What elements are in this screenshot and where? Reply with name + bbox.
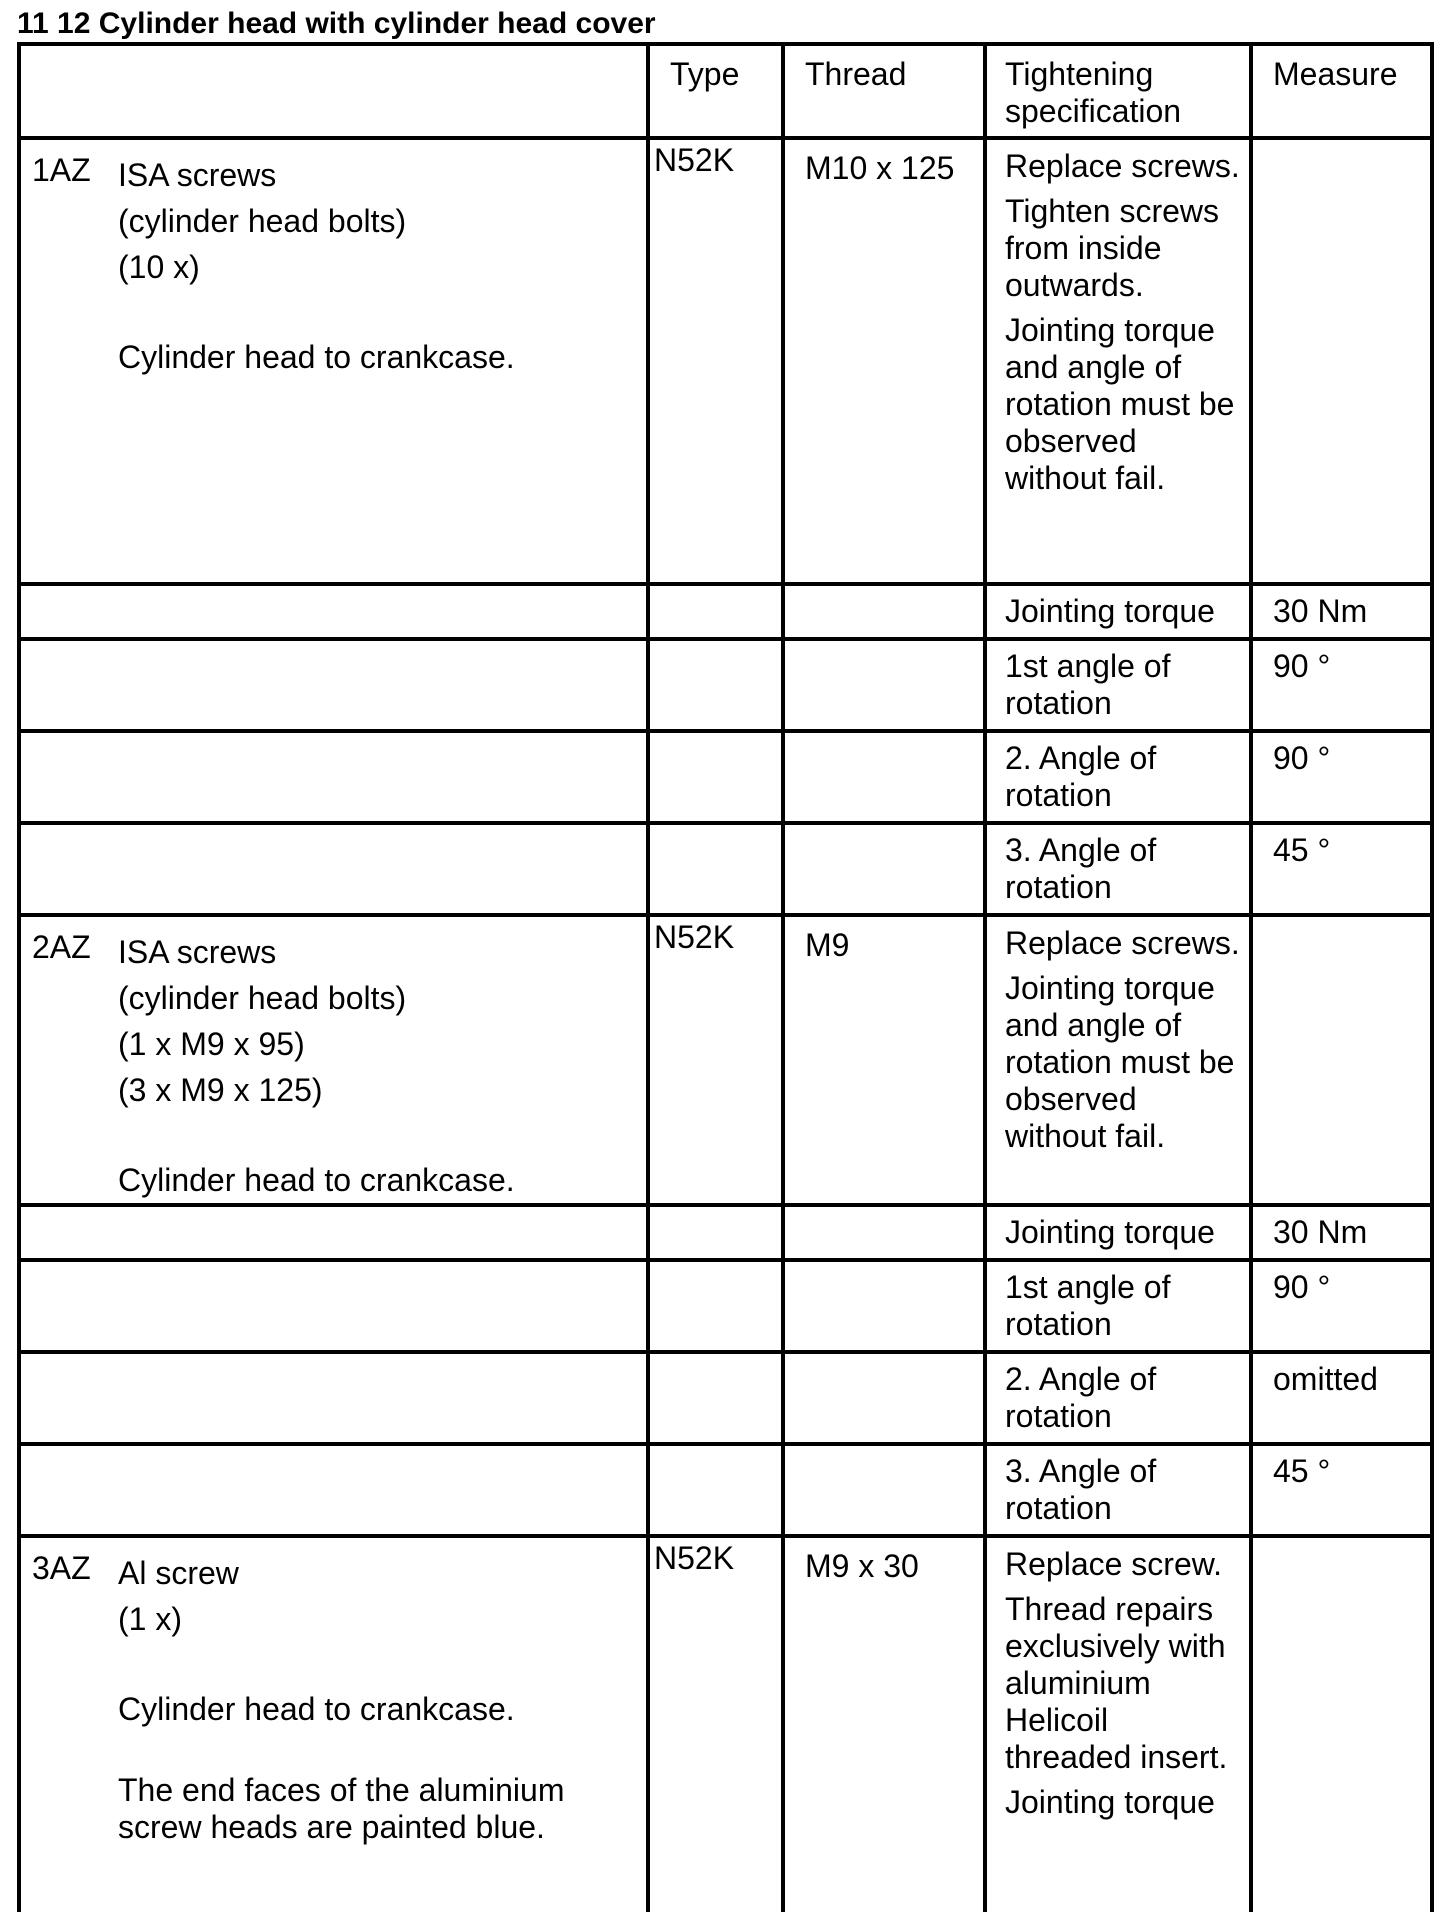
description-cell (19, 915, 648, 1205)
description-line: ISA screws (118, 157, 277, 193)
description-line: (1 x) (118, 1601, 182, 1637)
table-row (19, 731, 1432, 823)
table-row (19, 915, 1432, 1205)
table-row (19, 1536, 1432, 1912)
position-code: 2AZ (32, 929, 91, 965)
description-line: ISA screws (118, 934, 277, 970)
step-label: 1st angle of rotation (985, 1260, 1251, 1352)
step-label: 2. Angle of rotation (985, 731, 1251, 823)
description-line: (3 x M9 x 125) (118, 1072, 323, 1108)
step-value: omitted (1251, 1352, 1432, 1444)
type-cell: N52K (648, 915, 783, 1205)
spec-paragraph: Replace screws. (1005, 148, 1240, 184)
description-line: (cylinder head bolts) (118, 203, 407, 239)
table-row (19, 823, 1432, 915)
table-header-row (19, 44, 1432, 138)
spec-paragraph: Jointing torque and angle of rotation must be observed without fail. (1005, 970, 1235, 1154)
spec-paragraph: Tighten screws from inside outwards. (1005, 193, 1219, 303)
step-label: 1st angle of rotation (985, 639, 1251, 731)
description-line: (10 x) (118, 249, 200, 285)
spec-paragraph: Replace screws. (1005, 925, 1240, 961)
spec-cell (985, 138, 1251, 584)
step-value: 90 ° (1251, 639, 1432, 731)
spec-paragraph: Jointing torque (1005, 1784, 1215, 1820)
table-row (19, 1205, 1432, 1260)
type-cell: N52K (648, 138, 783, 584)
description-note: The end faces of the aluminium screw heads are painted blue. (118, 1772, 565, 1845)
step-label: 3. Angle of rotation (985, 823, 1251, 915)
step-label: Jointing torque (985, 584, 1251, 639)
measure-cell (1251, 915, 1432, 1205)
description-note: Cylinder head to crankcase. (118, 1691, 515, 1727)
thread-cell: M9 x 30 (783, 1536, 985, 1912)
description-line: Al screw (118, 1555, 239, 1591)
header-spec: Tightening specification (985, 44, 1251, 138)
step-value: 45 ° (1251, 823, 1432, 915)
table-row (19, 1444, 1432, 1536)
description-cell (19, 138, 648, 584)
measure-cell (1251, 1536, 1432, 1912)
header-type: Type (648, 44, 783, 138)
step-value: 90 ° (1251, 1260, 1432, 1352)
table-row (19, 584, 1432, 639)
type-cell: N52K (648, 1536, 783, 1912)
step-value: 30 Nm (1251, 1205, 1432, 1260)
spec-paragraph: Thread repairs exclusively with aluminium Helicoil threaded insert. (1005, 1591, 1228, 1775)
description-line: (cylinder head bolts) (118, 980, 407, 1016)
table-row (19, 1352, 1432, 1444)
step-value: 45 ° (1251, 1444, 1432, 1536)
torque-spec-table (17, 42, 1434, 1912)
table-row (19, 639, 1432, 731)
description-cell (19, 1536, 648, 1912)
table-row (19, 1260, 1432, 1352)
description-note: Cylinder head to crankcase. (118, 339, 515, 375)
page-title: 11 12 Cylinder head with cylinder head cover (17, 7, 656, 40)
step-value: 30 Nm (1251, 584, 1432, 639)
thread-cell: M10 x 125 (783, 138, 985, 584)
spec-cell (985, 1536, 1251, 1912)
step-label: Jointing torque (985, 1205, 1251, 1260)
spec-paragraph: Replace screw. (1005, 1546, 1222, 1582)
step-value: 90 ° (1251, 731, 1432, 823)
step-label: 2. Angle of rotation (985, 1352, 1251, 1444)
description-line: (1 x M9 x 95) (118, 1026, 305, 1062)
header-description (19, 44, 648, 138)
measure-cell (1251, 138, 1432, 584)
header-thread: Thread (783, 44, 985, 138)
position-code: 3AZ (32, 1550, 91, 1586)
description-note: Cylinder head to crankcase. (118, 1162, 515, 1198)
position-code: 1AZ (32, 152, 91, 188)
spec-paragraph: Jointing torque and angle of rotation must be observed without fail. (1005, 312, 1235, 496)
thread-cell: M9 (783, 915, 985, 1205)
table-row (19, 138, 1432, 584)
header-measure: Measure (1251, 44, 1432, 138)
step-label: 3. Angle of rotation (985, 1444, 1251, 1536)
spec-cell (985, 915, 1251, 1205)
